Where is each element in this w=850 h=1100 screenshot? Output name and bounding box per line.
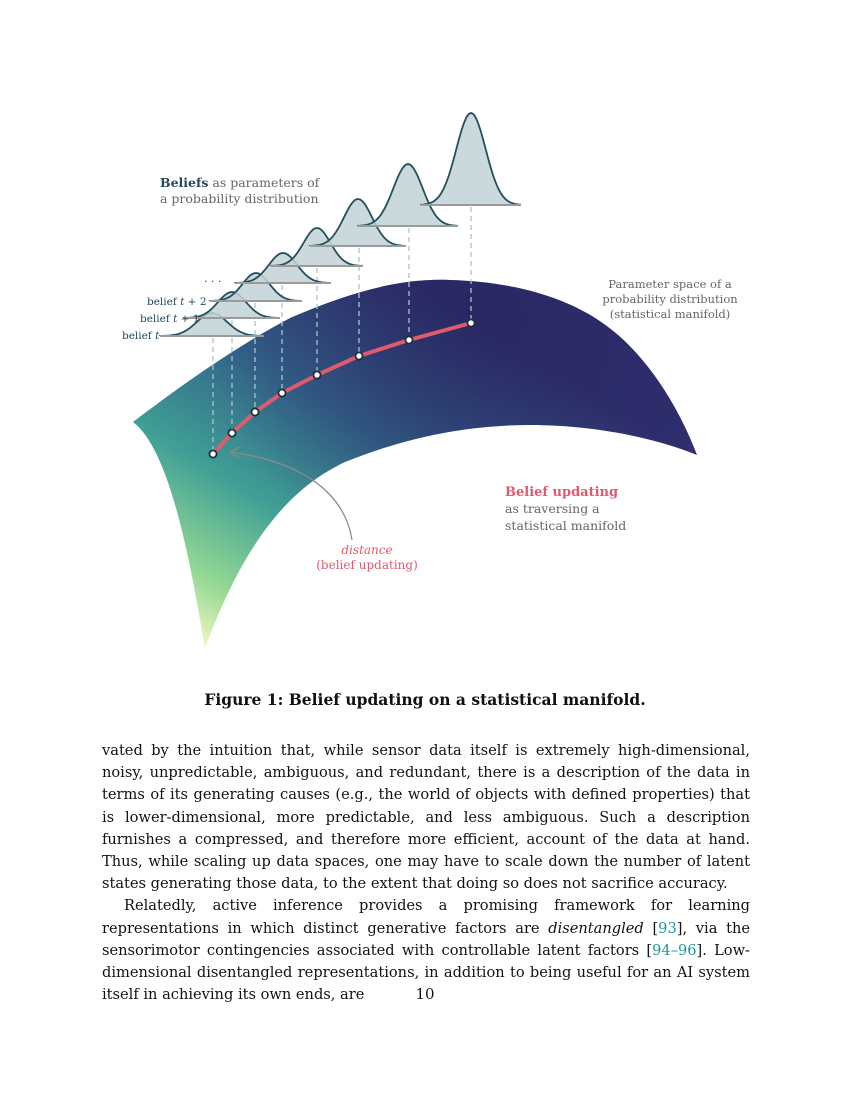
belief-label-t — [122, 330, 160, 342]
updating-line1: as traversing a — [505, 501, 600, 516]
belief-point — [278, 389, 285, 396]
belief-label-t1-suffix: + 1 — [177, 313, 200, 325]
belief-point — [355, 352, 362, 359]
citation-94-96[interactable]: 94–96 — [652, 941, 697, 959]
belief-point — [467, 319, 474, 326]
paragraph-2-part3: ], via the sensorimotor contingencies associated with controllable latent factors [ — [102, 919, 751, 959]
paragraph-2-part2: [ — [643, 919, 659, 937]
belief-label-t-var: t — [155, 330, 160, 342]
belief-label-t2 — [147, 296, 207, 308]
manifold-label-line1: Parameter space of a — [608, 277, 732, 291]
belief-point — [228, 429, 235, 436]
belief-point — [313, 371, 320, 378]
belief-point — [251, 408, 258, 415]
belief-label-t2-word: belief — [147, 296, 177, 308]
belief-label-t1 — [140, 313, 200, 325]
updating-line2: statistical manifold — [505, 518, 627, 533]
belief-label-t2-suffix: + 2 — [184, 296, 207, 308]
paragraph-1: vated by the intuition that, while sensor data itself is extremely high-dimensional, noisy, unpredictable, ambiguous, and redundant, there is a description of the data in terms of its generating causes (e.g., the world of objects with defined properties) that is lower-dimensional, more predictable, and less ambiguous. Such a description furnishes a compressed, and therefore more efficient, account of the data at hand. Thus, while scaling up data spaces, one may have to scale down the number of latent states generating those data, to the extent that doing so does not sacrifice accuracy. — [102, 742, 750, 893]
figure-caption: Figure 1: Belief updating on a statistical manifold. — [204, 690, 646, 709]
beliefs-heading-line2: a probability distribution — [160, 191, 319, 206]
updating-heading: Belief updating — [505, 485, 619, 500]
paragraph-2-italic: disentangled — [548, 919, 644, 937]
belief-point — [405, 336, 412, 343]
beliefs-heading — [160, 175, 321, 190]
ellipsis: · · · — [204, 275, 222, 288]
paragraph-2-part1: Relatedly, active inference provides a promising framework for learning representations in which distinct generative factors are — [102, 897, 750, 937]
paragraph-2-part4: ]. Low-dimensional disentangled representations, in addition to being useful for an AI system itself in achieving its own ends, are — [102, 941, 750, 1004]
citation-93[interactable]: 93 — [658, 919, 677, 937]
page-number: 10 — [415, 985, 435, 1003]
manifold-label-line3: (statistical manifold) — [609, 307, 731, 321]
belief-label-t-word: belief — [122, 330, 152, 342]
distance-sublabel: (belief updating) — [316, 558, 418, 572]
belief-distribution-fill — [421, 113, 521, 205]
distance-label: distance — [341, 543, 393, 557]
beliefs-heading-bold: Beliefs — [160, 175, 209, 190]
belief-point — [209, 450, 216, 457]
body-text — [102, 740, 750, 1006]
belief-label-t1-var: t — [173, 313, 178, 325]
beliefs-heading-rest: as parameters of — [208, 175, 320, 190]
manifold-label-line2: probability distribution — [602, 292, 738, 306]
belief-label-t2-var: t — [180, 296, 185, 308]
belief-label-t1-word: belief — [140, 313, 170, 325]
